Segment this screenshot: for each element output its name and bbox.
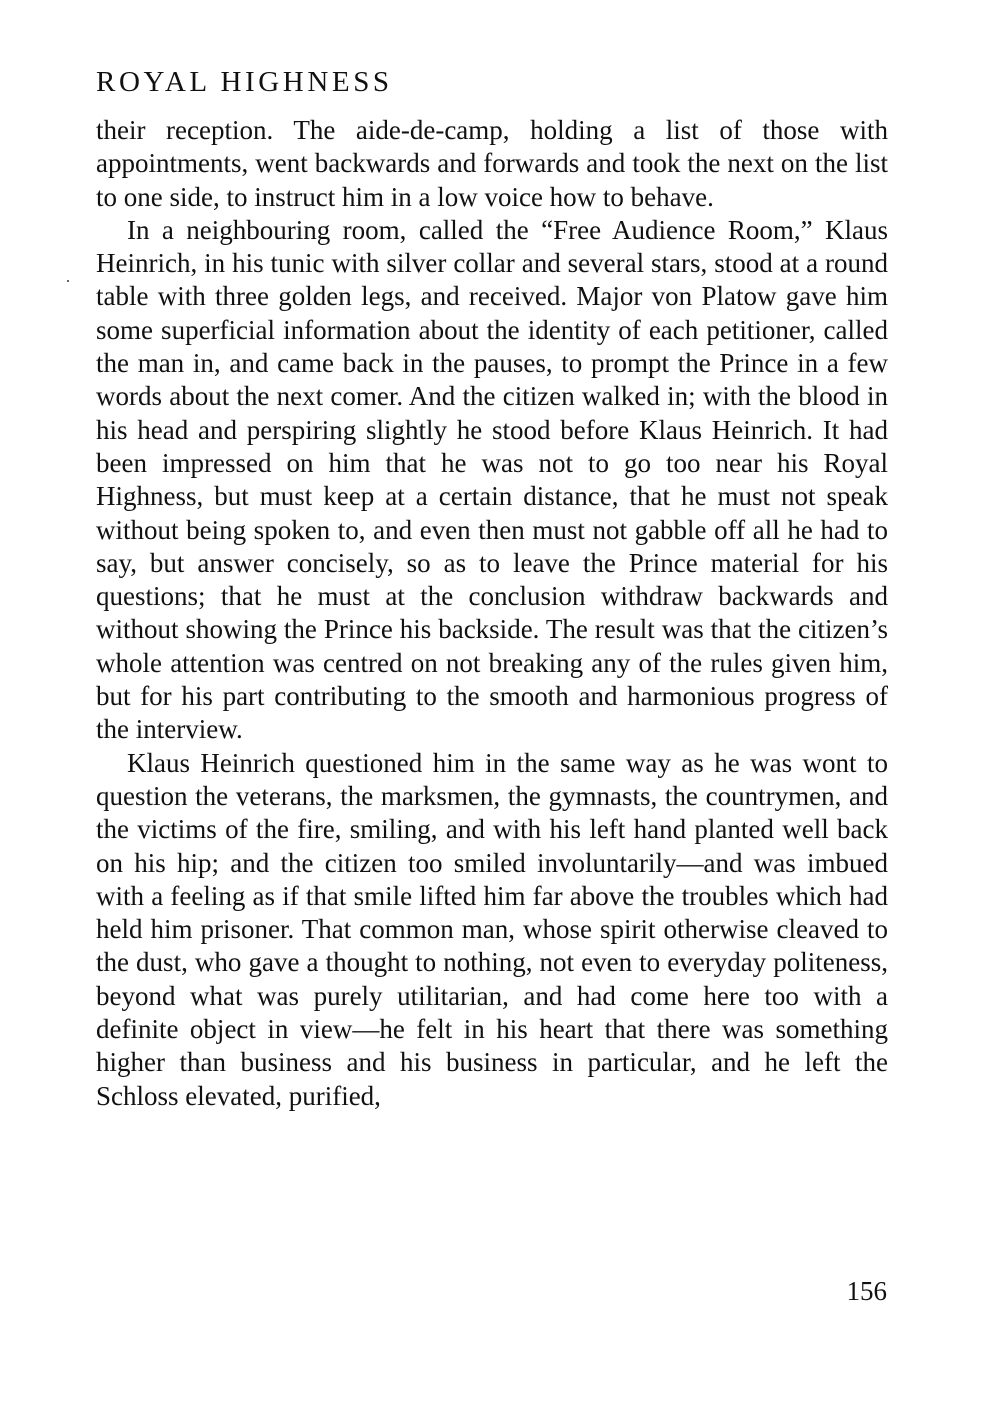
page-number: 156 bbox=[846, 1276, 887, 1306]
paragraph-questioning: Klaus Heinrich questioned him in the same way as he was wont to question the veterans, the marksmen, the gymnasts, the countrymen, and the victims of the fire, smiling, and with his left hand planted well back on his hip; and the citizen too smiled involuntarily—and was imbued with a feeling as if that smile lifted him far above the troubles which had held him prisoner. That common man, whose spirit otherwise cleaved to the dust, who gave a thought to nothing, not even to everyday politeness, beyond what was purely utilitarian, and had come here too with a definite object in view—he felt in his heart that there was something higher than business and his business in particular, and he left the Schloss elevated, purified, bbox=[96, 747, 888, 1111]
body-text bbox=[96, 114, 888, 1113]
paragraph-continuation: their reception. The aide-de-camp, holding a list of those with appointments, went backwards and forwards and took the next on the list to one side, to instruct him in a low voice how to behave. bbox=[96, 115, 888, 212]
running-head: ROYAL HIGHNESS bbox=[96, 66, 393, 98]
scan-speck bbox=[67, 280, 69, 282]
paragraph-audience-room: In a neighbouring room, called the “Free Audience Room,” Klaus Heinrich, in his tunic with silver collar and several stars, stood at a round table with three golden legs, and received. Major von Platow gave him some superficial information about the identity of each petitioner, called the man in, and came back in the pauses, to prompt the Prince in a few words about the next comer. And the citizen walked in; with the blood in his head and perspiring slightly he stood before Klaus Heinrich. It had been impressed on him that he was not to go too near his Royal Highness, but must keep at a certain distance, that he must not speak without being spoken to, and even then must not gabble off all he had to say, but answer concisely, so as to leave the Prince material for his questions; that he must at the conclusion withdraw backwards and without showing the Prince his backside. The result was that the citizen’s whole attention was centred on not breaking any of the rules given him, but for his part contributing to the smooth and harmonious progress of the interview. bbox=[96, 214, 888, 745]
